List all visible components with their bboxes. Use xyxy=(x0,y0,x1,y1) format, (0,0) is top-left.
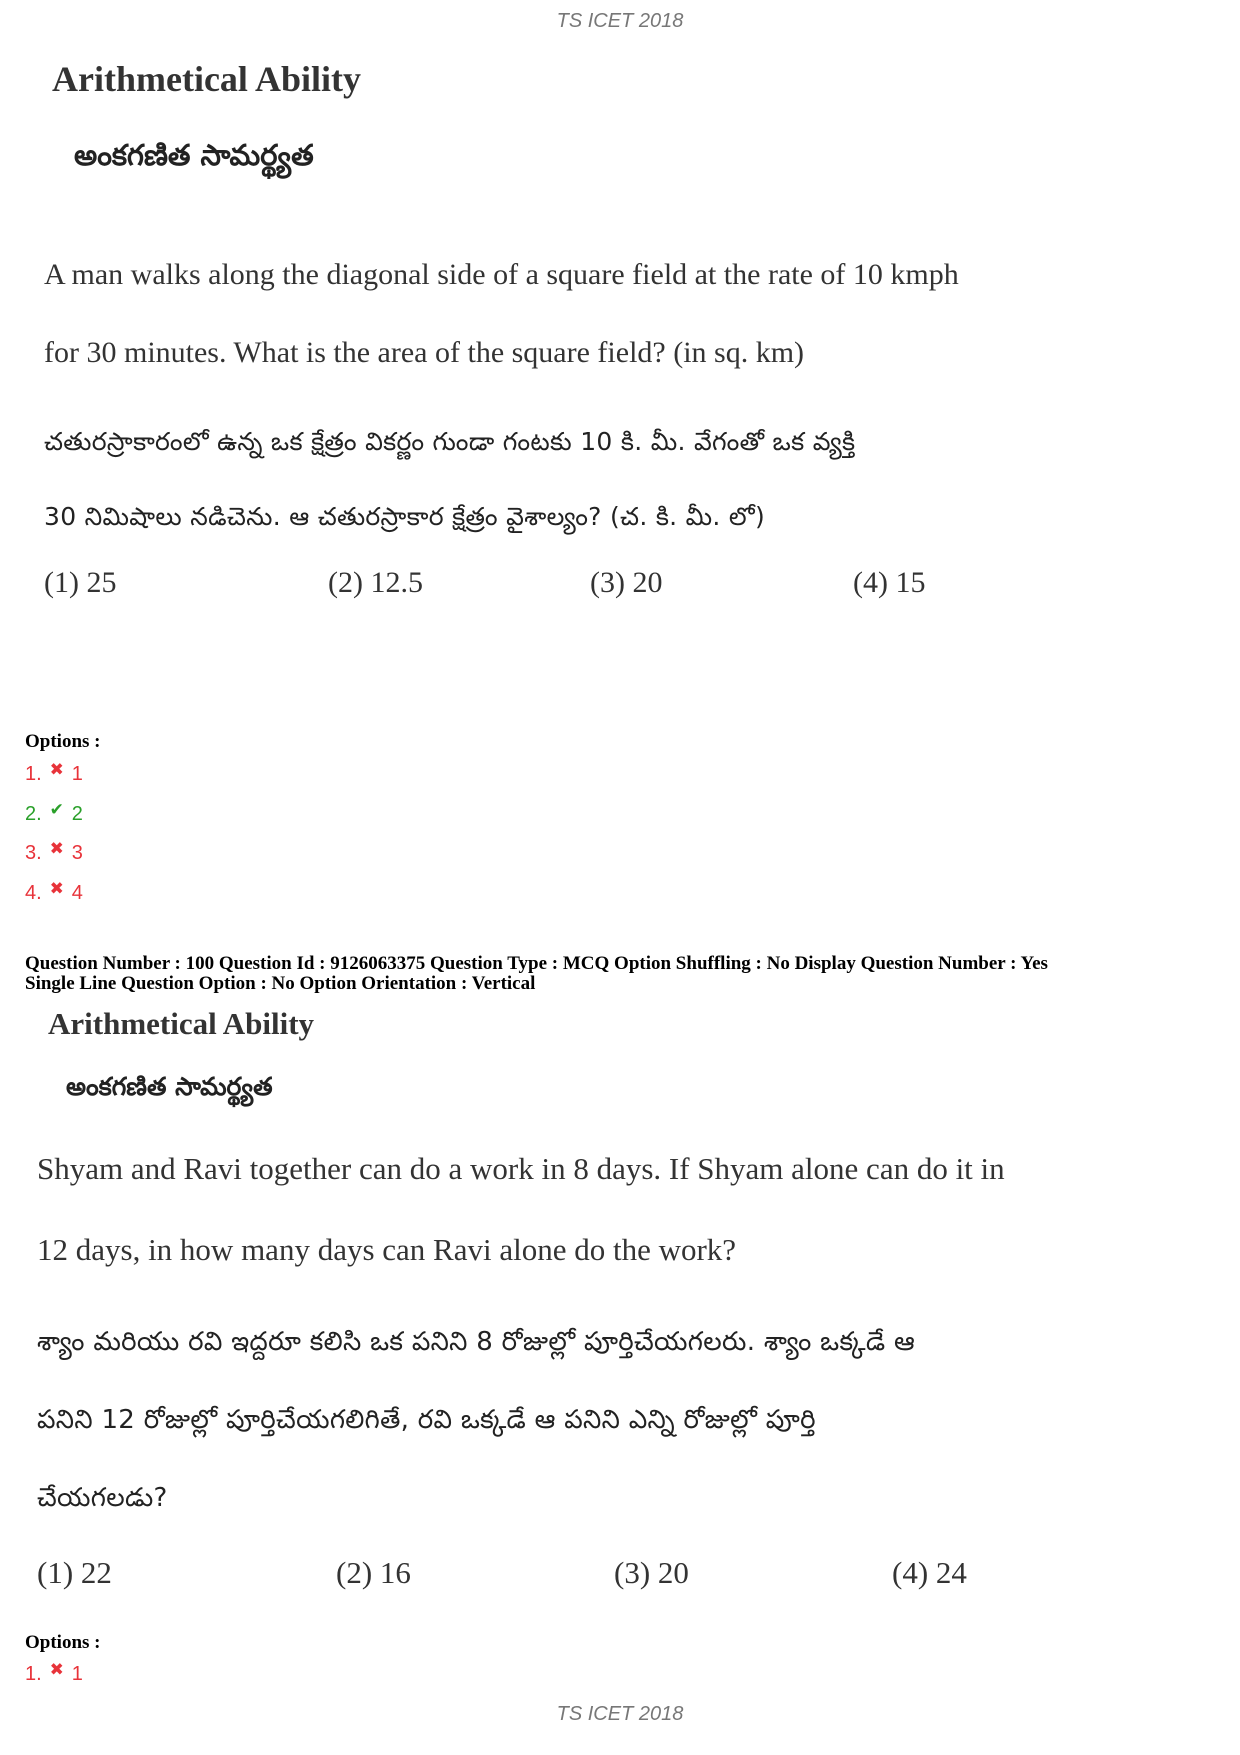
answer-choice: (3) 20 xyxy=(590,566,663,599)
option-number: 1. xyxy=(25,1663,42,1685)
section-title-english: Arithmetical Ability xyxy=(48,1006,315,1041)
option-row xyxy=(25,839,83,865)
options-heading: Options : xyxy=(25,1632,101,1653)
question-text-line: for 30 minutes. What is the area of the square field? (in sq. km) xyxy=(44,336,805,369)
answer-choice: (2) 16 xyxy=(336,1555,411,1590)
options-heading: Options : xyxy=(25,731,101,752)
answer-choice: (3) 20 xyxy=(614,1555,689,1590)
question-text-telugu-line: చతురస్రాకారంలో ఉన్న ఒక క్షేత్రం వికర్ణం గుండా గంటకు 10 కి. మీ. వేగంతో ఒక వ్యక్తి xyxy=(44,427,856,456)
question-text-line: Shyam and Ravi together can do a work in 8 days. If Shyam alone can do it in xyxy=(37,1151,1005,1186)
question-meta-line: Single Line Question Option : No Option Orientation : Vertical xyxy=(25,973,536,994)
question-text-line: A man walks along the diagonal side of a square field at the rate of 10 kmph xyxy=(44,258,959,291)
option-value: 1 xyxy=(71,763,83,785)
cross-icon: ✖ xyxy=(49,879,64,898)
option-value: 3 xyxy=(71,842,83,864)
option-number: 3. xyxy=(25,842,42,864)
option-value: 1 xyxy=(71,1663,83,1685)
question-text-telugu-line: 30 నిమిషాలు నడిచెను. ఆ చతురస్రాకార క్షేత్రం వైశాల్యం? (చ. కి. మీ. లో) xyxy=(44,502,765,531)
option-row xyxy=(25,1660,83,1686)
answer-choice: (2) 12.5 xyxy=(328,566,423,599)
answer-choice: (1) 25 xyxy=(44,566,117,599)
section-title-telugu: అంకగణిత సామర్థ్యత xyxy=(74,138,314,172)
option-row xyxy=(25,760,83,786)
answer-choice: (4) 24 xyxy=(892,1555,967,1590)
question-text-line: 12 days, in how many days can Ravi alone do the work? xyxy=(37,1232,737,1267)
option-row xyxy=(25,800,83,826)
cross-icon: ✖ xyxy=(49,1660,64,1679)
question-text-telugu-line: శ్యాం మరియు రవి ఇద్దరూ కలిసి ఒక పనిని 8 రోజుల్లో పూర్తిచేయగలరు. శ్యాం ఒక్కడే ఆ xyxy=(37,1327,916,1357)
question-text-telugu-line: పనిని 12 రోజుల్లో పూర్తిచేయగలిగితే, రవి ఒక్కడే ఆ పనిని ఎన్ని రోజుల్లో పూర్తి xyxy=(37,1405,816,1435)
cross-icon: ✖ xyxy=(49,760,64,779)
page-footer: TS ICET 2018 xyxy=(556,1703,684,1725)
option-number: 1. xyxy=(25,763,42,785)
section-title-telugu: అంకగణిత సామర్థ్యత xyxy=(66,1072,273,1101)
option-value: 2 xyxy=(71,803,83,825)
page-header: TS ICET 2018 xyxy=(556,10,684,32)
option-number: 2. xyxy=(25,803,42,825)
question-text-telugu-line: చేయగలడు? xyxy=(37,1483,168,1513)
checkmark-icon: ✔ xyxy=(49,800,64,819)
option-number: 4. xyxy=(25,882,42,904)
option-value: 4 xyxy=(71,882,83,904)
cross-icon: ✖ xyxy=(49,839,64,858)
section-title-english: Arithmetical Ability xyxy=(52,59,361,99)
option-row xyxy=(25,879,83,905)
answer-choice: (4) 15 xyxy=(853,566,926,599)
answer-choice: (1) 22 xyxy=(37,1555,112,1590)
question-meta-line: Question Number : 100 Question Id : 9126063375 Question Type : MCQ Option Shuffling : No Display Question Number : Yes xyxy=(25,953,1048,974)
